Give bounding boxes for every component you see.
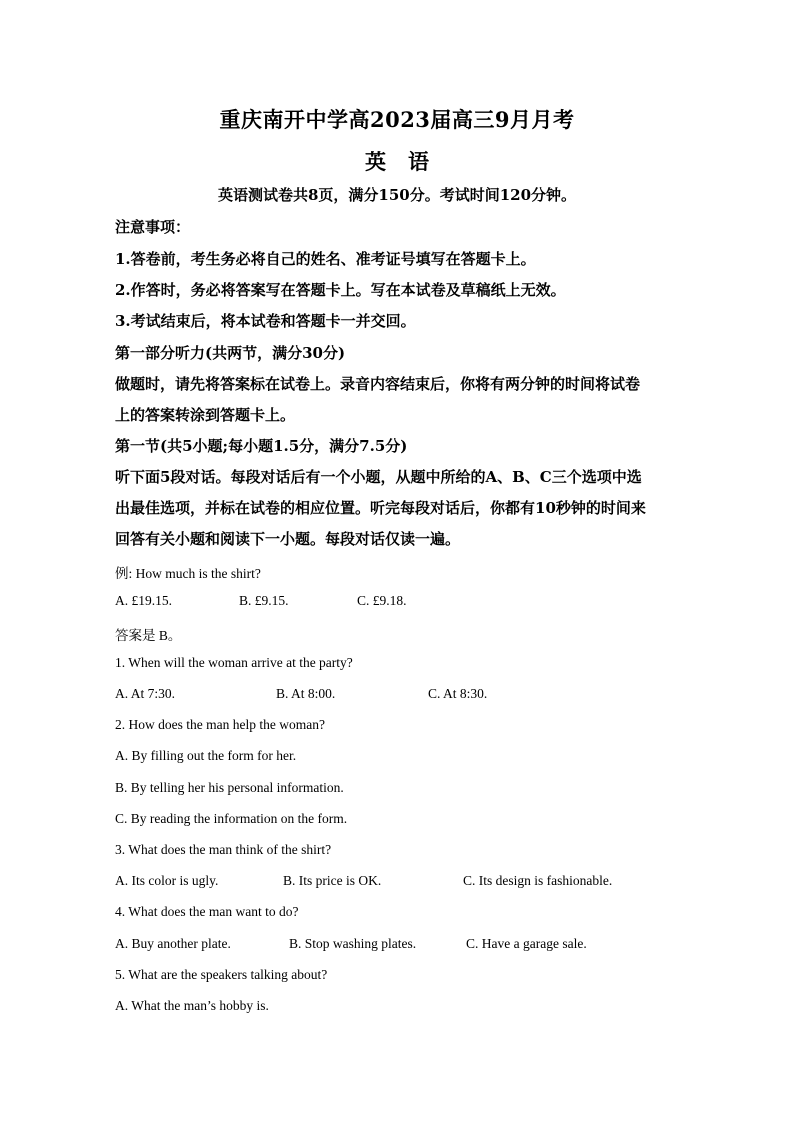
example-answer: 答案是 B。 xyxy=(115,628,182,643)
exam-info: 英语测试卷共8页，满分150分。考试时间120分钟。 xyxy=(217,186,577,204)
question-4-option-b: B. Stop washing plates. xyxy=(289,936,417,951)
question-4-option-c: C. Have a garage sale. xyxy=(466,936,587,951)
question-2-option-a: A. By filling out the form for her. xyxy=(115,748,297,763)
question-3-option-a: A. Its color is ugly. xyxy=(115,873,219,888)
subject-title xyxy=(0,146,794,176)
question-1-option-b: B. At 8:00. xyxy=(276,686,336,701)
example-question: 例: How much is the shirt? xyxy=(115,566,261,581)
subject-char-2: 语 xyxy=(408,149,429,174)
question-1-option-c: C. At 8:30. xyxy=(428,686,488,701)
question-1: 1. When will the woman arrive at the party? xyxy=(115,655,353,670)
section1-heading: 第一节(共5小题;每小题1.5分，满分7.5分) xyxy=(115,437,408,455)
question-1-option-a: A. At 7:30. xyxy=(115,686,176,701)
question-5-option-a: A. What the man’s hobby is. xyxy=(115,998,269,1013)
question-4-option-a: A. Buy another plate. xyxy=(115,936,231,951)
section1-instruction-line-3: 回答有关小题和阅读下一小题。每段对话仅读一遍。 xyxy=(115,530,461,548)
notes-heading: 注意事项： xyxy=(115,218,191,236)
subject-char-1: 英 xyxy=(365,149,386,174)
example-option-a: A. £19.15. xyxy=(115,593,172,608)
question-4: 4. What does the man want to do? xyxy=(115,904,299,919)
example-option-b: B. £9.15. xyxy=(239,593,289,608)
section1-instruction-line-2: 出最佳选项，并标在试卷的相应位置。听完每段对话后，你都有10秒钟的时间来 xyxy=(115,499,646,517)
question-2: 2. How does the man help the woman? xyxy=(115,717,325,732)
exam-title: 重庆南开中学高2023届高三9月月考 xyxy=(219,107,575,132)
question-2-option-b: B. By telling her his personal information. xyxy=(115,780,344,795)
question-3-option-b: B. Its price is OK. xyxy=(283,873,382,888)
question-3: 3. What does the man think of the shirt? xyxy=(115,842,332,857)
notes-item-3: 3.考试结束后，将本试卷和答题卡一并交回。 xyxy=(115,312,416,330)
notes-item-2: 2.作答时，务必将答案写在答题卡上。写在本试卷及草稿纸上无效。 xyxy=(115,281,566,299)
notes-item-1: 1.答卷前，考生务必将自己的姓名、准考证号填写在答题卡上。 xyxy=(115,250,536,268)
question-2-option-c: C. By reading the information on the form. xyxy=(115,811,348,826)
part1-instruction-line-2: 上的答案转涂到答题卡上。 xyxy=(115,406,296,424)
example-option-c: C. £9.18. xyxy=(357,593,407,608)
part1-heading: 第一部分听力(共两节，满分30分) xyxy=(115,344,346,362)
question-5: 5. What are the speakers talking about? xyxy=(115,967,328,982)
section1-instruction-line-1: 听下面5段对话。每段对话后有一个小题，从题中所给的A、B、C三个选项中选 xyxy=(115,468,642,486)
part1-instruction-line-1: 做题时，请先将答案标在试卷上。录音内容结束后，你将有两分钟的时间将试卷 xyxy=(115,375,641,393)
question-3-option-c: C. Its design is fashionable. xyxy=(463,873,613,888)
